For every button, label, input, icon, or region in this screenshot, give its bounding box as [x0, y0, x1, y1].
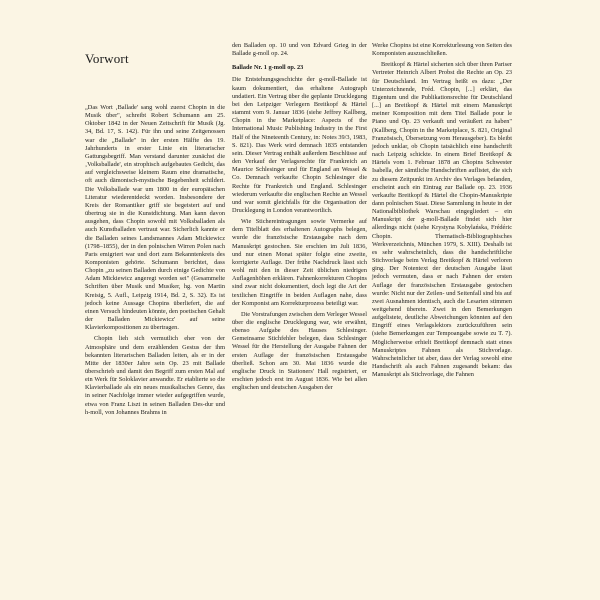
paragraph: Die Vorstrafungen zwischen dem Verleger Wessel über die englische Drucklegung war, wie erwähnt, ebenso Aufgabe des Hauses Schlesinger. Gemeinsame Stichfehler belegen, dass Schlesinger Wessel für die Herstellung der Ausgabe Fahnen der ersten Auflage der französischen Erstausgabe überließ. Schon am 30. Mai 1836 wurde die englische Druck in Stationers' Hall registriert, er erschien jedoch erst im August 1836. Wie bei allen englischen und deutschen Ausgaben der: [232, 310, 367, 392]
page-title: Vorwort: [85, 51, 129, 66]
paragraph: Werke Chopins ist eine Korrekturlesung von Seiten des Komponisten auszuschließen.: [372, 42, 512, 58]
paragraph: den Balladen op. 10 und von Edvard Grieg in der Ballade g-moll op. 24.: [232, 42, 367, 58]
paragraph: Chopin lieh sich vermutlich eher von der Atmosphäre und dem erzählenden Gestus der ihm bekannten literarischen Balladen leiten, als er in der Mitte der 1830er Jahre sein Op. 23 mit Ballade überschrieb und damit den Begriff zum ersten Mal auf ein Werk für Soloklavier anwandte. Er etablierte so die Klavierballade als ein neues musikalisches Genre, das in seiner Nachfolge immer wieder aufgegriffen wurde, etwa von Franz Liszt in seinen Balladen Des-dur und h-moll, von Johannes Brahms in: [85, 335, 225, 416]
paragraph: Die Entstehungsgeschichte der g-moll-Ballade ist kaum dokumentiert, das erhaltene Autograph undatiert. Ein Vertrag über die geplante Drucklegung bei den Leipziger Verlegern Breitkopf & Härtel stammt vom 9. Januar 1836 (siehe Jeffrey Kallberg, Chopin in the Marketplace: Aspects of the International Music Publishing Industry in the First Half of the Nineteenth Century, in: Notes 39/3, 1983, S. 821). Das Werk wird demnach 1835 entstanden sein. Dieser Vertrag enthält außerdem Beschlüsse auf den Verkauf der Verlagsrechte für Frankreich an Maurice Schlesinger und für England an Wessel & Co. Demnach verkaufte Chopin Schlesinger die Rechte für Frankreich und England. Schlesinger wiederum verkaufte die englischen Rechte an Wessel und war somit gleichfalls für die Organisation der Drucklegung in London verantwortlich.: [232, 76, 367, 214]
text-column-2: [232, 42, 367, 395]
paragraph: „Das Wort ‚Ballade' sang wohl zuerst Chopin in die Musik über", schreibt Robert Schumann am 25. Oktober 1842 in der Neuen Zeitschrift für Musik (Jg. 34, Bd. 17, S. 142). Für ihn und seine Zeitgenossen war die „Ballade" in der ersten Hälfte des 19. Jahrhunderts in erster Linie ein literarischer Gattungsbegriff. Man verstand darunter zunächst die ‚Volksballade', ein strophisch aufgebautes Gedicht, das auf vergleichsweise kleinem Raum eine dramatische, oft auch dämonisch-mystische Begebenheit schildert. Die Volksballade war um 1800 in der europäischen Literatur wiederentdeckt worden. Insbesondere der Kreis der Romantiker griff sie begeistert auf und übertrug sie in die Kunstdichtung. Man kann davon ausgehen, dass Chopin sowohl mit Volksballaden als auch Kunstballaden vertraut war. Sicherlich kannte er die Balladen seines Landsmannes Adam Mickiewicz (1798–1855), der in den polnischen Wirren Polen nach Paris emigriert war und dort zum Bekanntenkreis des Komponisten gehörte. Schumann berichtet, dass Chopin „zu seinen Balladen durch einige Gedichte von Adam Mickiewicz angeregt worden sei" (Gesammelte Schriften über Musik und Musiker, hg. von Martin Kreisig, 5. Aufl., Leipzig 1914, Bd. 2, S. 32). Es ist jedoch keine Aussage Chopins überliefert, die auf einen Versuch hindeuten könnte, den poetischen Gehalt der Balladen Mickiewicz' auf seine Klavierkompositionen zu übertragen.: [85, 104, 225, 332]
section-heading: Ballade Nr. 1 g-moll op. 23: [232, 64, 304, 72]
text-column-1: [85, 104, 225, 420]
paragraph: Wie Stichereintragungen sowie Vermerke auf dem Titelblatt des erhaltenen Autographs belegen, wurde die französische Erstausgabe nach dem Manuskript gestochen. Sie erschien im Juli 1836, und nur einen Monat später folgte eine zweite, korrigierte Auflage. Der frühe Nachdruck lässt sich wohl mit den in dieser Zeit üblichen niedrigen Auflagenhöhen erklären. Fahnenkorrekturen Chopins sind zwar nicht dokumentiert, doch legt die Art der textlichen Eingriffe in beiden Auflagen nahe, dass der Komponist am Korrekturprozess beteiligt war.: [232, 218, 367, 307]
paragraph: Breitkopf & Härtel sicherten sich über ihren Pariser Vertreter Heinrich Albert Probst die Rechte an Op. 23 für Deutschland. Im Vertrag heißt es dazu: „Der Unterzeichnende, Fréd. Chopin, [...] erklärt, das Eigentum und die Publikationsrechte für Deutschland [...] an Breitkopf & Härtel mit einem Manuskript meiner Komposition mit dem Titel Ballade pour le Piano und Op. 23 verkauft und veräußert zu haben" (Kallberg, Chopin in the Marketplace, S. 821, Original Französisch, Übersetzung vom Herausgeber). Es bleibt jedoch unklar, ob Chopin tatsächlich eine handschrift nach Leipzig schickte. In einem Brief Breitkopf & Härtels vom 1. Februar 1878 an Chopins Schwester Isabella, der sämtliche Handschriften auflistet, die sich zu diesem Zeitpunkt im Archiv des Verlages befanden, erscheint auch ein Eintrag zur Ballade op. 23. 1936 verkaufte Breitkopf & Härtel die Chopin-Manuskripte dann polnischen Staat. Diese Sammlung in heute in der Nationalbibliothek Warschau eingegliedert – ein Manuskript der g-moll-Ballade findet sich hier allerdings nicht (siehe Krystyna Kobylańska, Frédéric Chopin. Thematisch-Bibliographisches Werkverzeichnis, München 1979, S. XIII). Deshalb ist es sehr wahrscheinlich, dass die handschriftliche Stichvorlage beim Verlag Breitkopf & Härtel verloren ging. Der Notentext der deutschen Ausgabe lässt jedoch vermuten, dass er nach Fahnen der ersten Auflage der französischen Erstausgabe gestochen wurde: Nicht nur der Zeilen- und Seitenfall sind bis auf zwei Ausnahmen identisch, auch die Lesarten stimmen weitgehend überein. Zwei in den Bemerkungen aufgelistete, deutliche Abweichungen könnten auf den Eingriff eines Verlagslektors zurückzuführen sein (siehe Bemerkungen zur Tempoangabe sowie zu T. 7). Möglicherweise erhielt Breitkopf demnach statt eines Manuskriptes Fahnen als Stichvorlage. Wahrscheinlicher ist aber, dass der Verlag sowohl eine Handschrift als auch Fahnen zugesandt bekam: das Manuskript als Stichvorlage, die Fahnen: [372, 61, 512, 379]
text-column-3: [372, 42, 512, 382]
